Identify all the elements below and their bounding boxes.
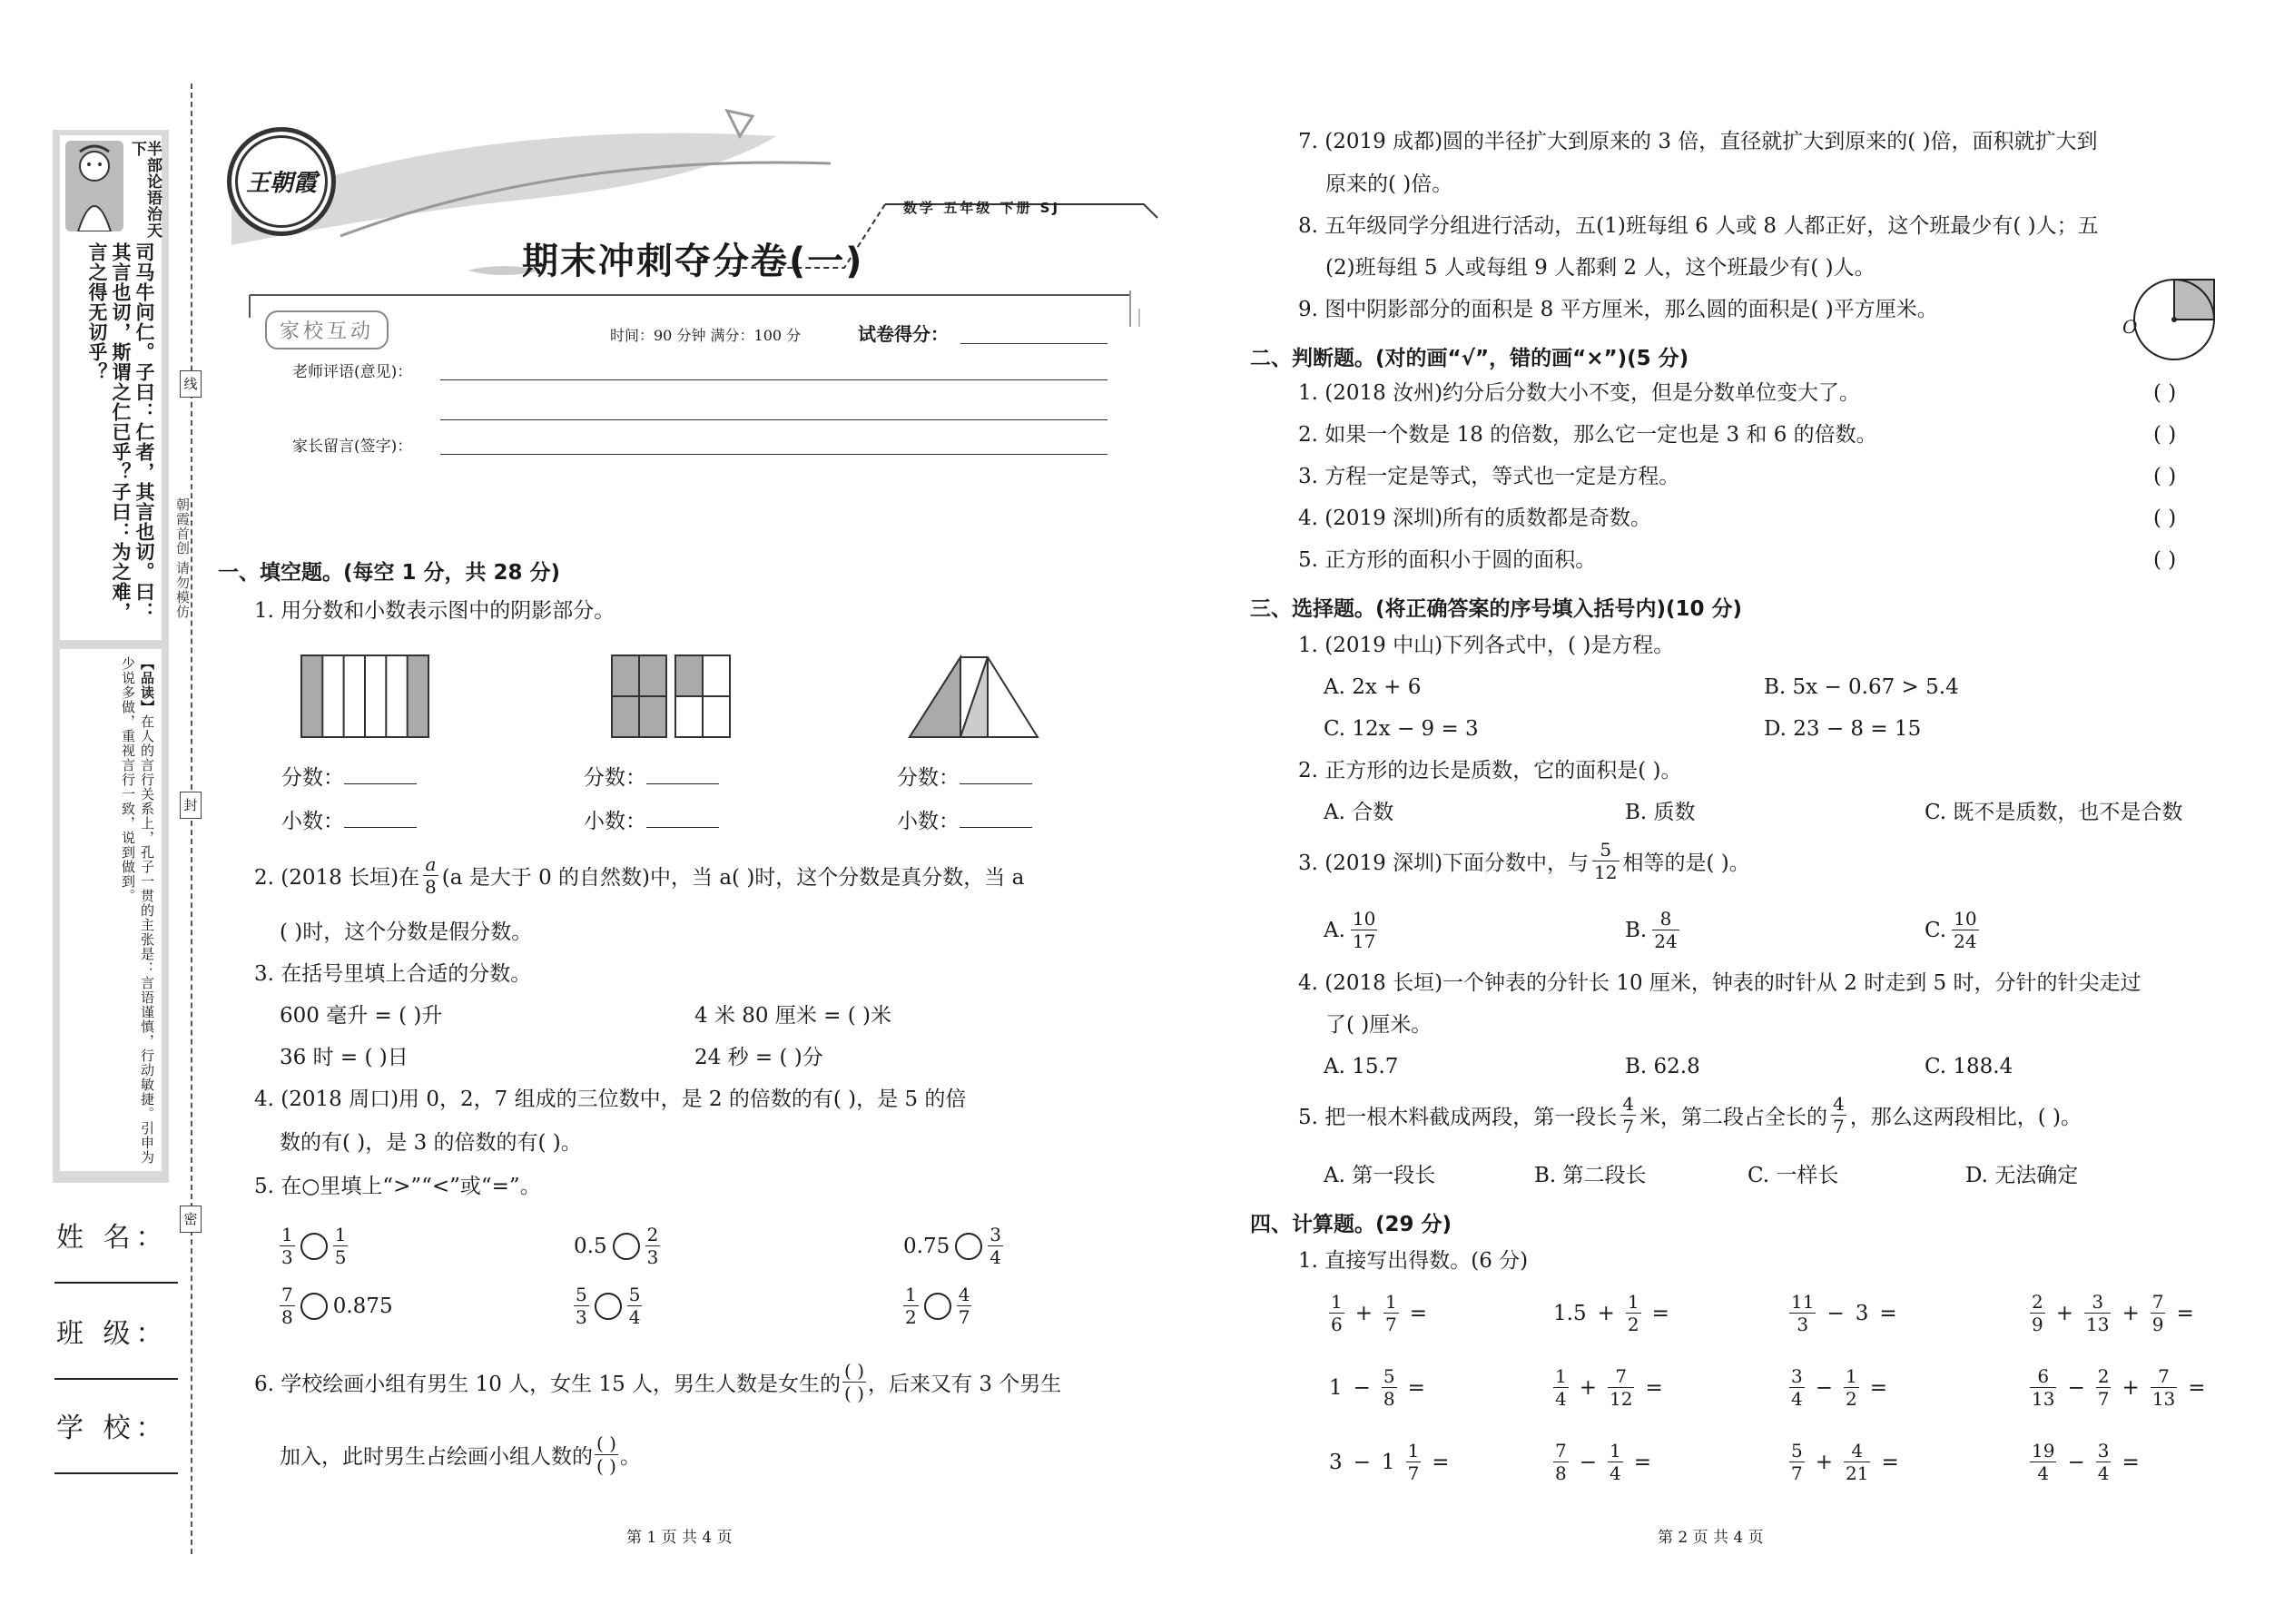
calc-token: + xyxy=(1597,1301,1615,1325)
judge-answer-paren[interactable]: ( ) xyxy=(2153,507,2177,530)
judge-answer-paren[interactable]: ( ) xyxy=(2153,465,2177,488)
cut-mark-mi: 密 xyxy=(180,1206,202,1233)
calc-token: 3 xyxy=(1329,1450,1343,1474)
calc-fraction: $\frac{1}{2}$ xyxy=(1846,1365,1857,1410)
q5-compare-item xyxy=(903,1285,971,1326)
calc-expression xyxy=(1548,1442,1657,1482)
class-label: 班 级： xyxy=(56,1318,169,1350)
q6-line-1: 6. 学校绘画小组有男生 10 人，女生 15 人，男生人数是女生的 $\frac{( )}{( )}$ ，后来又有 3 个男生 xyxy=(254,1360,1062,1404)
sidebar-quote: 司马牛问仁。子曰：仁者，其言也讱。曰：其言也讱，斯谓之仁已乎？子曰：为之难，言之得无讱乎？ xyxy=(86,242,155,622)
section2-title: 二、判断题。(对的画“√”，错的画“×”)(5 分) xyxy=(1250,347,1689,370)
side-note: 朝霞首创 请勿模仿 xyxy=(174,497,191,619)
logo-text: 王朝霞 xyxy=(245,170,317,197)
q5-right-value: $\frac{5}{4}$ xyxy=(628,1284,641,1328)
q6-fraction-blank-2: $\frac{( )}{( )}$ xyxy=(596,1432,616,1477)
q8-line-2: (2)班每组 5 人或每组 9 人都剩 2 人，这个班最少有( )人。 xyxy=(1325,256,1876,280)
compare-circle[interactable] xyxy=(300,1233,328,1260)
s3-q4-line-2: 了( )厘米。 xyxy=(1325,1013,1433,1037)
score-field[interactable] xyxy=(960,343,1108,344)
calc-token: + xyxy=(1354,1301,1373,1325)
time-score: 时间：90 分钟 满分：100 分 xyxy=(610,327,802,344)
q5-compare-item xyxy=(574,1285,642,1326)
q5-compare-item xyxy=(280,1285,393,1326)
name-label: 姓 名： xyxy=(56,1222,169,1254)
calc-expression xyxy=(1784,1367,1893,1408)
calc-fraction: $\frac{7}{13}$ xyxy=(2151,1365,2176,1410)
judge-item: 5. 正方形的面积小于圆的面积。 xyxy=(1298,548,1597,572)
s3-q3-fraction: $\frac{5}{12}$ xyxy=(1594,839,1618,883)
s3-q5-fraction-2: $\frac{4}{7}$ xyxy=(1833,1093,1845,1137)
calc-token: = xyxy=(1645,1375,1663,1400)
q4-line-2: 数的有( )，是 3 的倍数的有( )。 xyxy=(280,1131,582,1155)
section1-title: 一、填空题。(每空 1 分，共 28 分) xyxy=(218,561,561,585)
q1-fraction-1: 分数： xyxy=(281,767,417,789)
q9-text: 9. 图中阴影部分的面积是 8 平方厘米，那么圆的面积是( )平方厘米。 xyxy=(1298,298,1938,321)
calc-token: + xyxy=(1579,1375,1598,1400)
q5-compare-item xyxy=(574,1225,660,1266)
q1-text: 1. 用分数和小数表示图中的阴影部分。 xyxy=(254,599,615,623)
q3-item-2: 4 米 80 厘米 = ( )米 xyxy=(694,1004,891,1028)
judge-item: 3. 方程一定是等式，等式也一定是方程。 xyxy=(1298,465,1680,488)
q5-right-value: $\frac{3}{4}$ xyxy=(989,1224,1001,1268)
q5-left-value: 0.5 xyxy=(574,1234,607,1258)
calc-expression xyxy=(1784,1293,1903,1334)
calc-token: − xyxy=(1353,1450,1371,1474)
sidebar-header-title: 半部论语治天下 xyxy=(128,141,162,239)
calc-token: = xyxy=(2188,1375,2206,1400)
calc-token: − xyxy=(1815,1375,1834,1400)
q5-left-value: $\frac{1}{3}$ xyxy=(281,1224,293,1268)
q1-decimal-2: 小数： xyxy=(584,811,719,832)
calc-fraction: $\frac{2}{9}$ xyxy=(2032,1291,2043,1335)
sidebar-quote-box xyxy=(60,135,162,640)
answer-blank xyxy=(344,767,417,784)
calc-expression xyxy=(2024,1367,2210,1408)
q6-line-2: 加入，此时男生占绘画小组人数的 $\frac{( )}{( )}$ 。 xyxy=(280,1432,641,1477)
calc-token: − xyxy=(1826,1301,1845,1325)
s3-q4-opt-c: C. 188.4 xyxy=(1925,1055,2013,1078)
class-field[interactable] xyxy=(54,1378,178,1380)
calc-token: = xyxy=(1409,1301,1428,1325)
s3-q3-option: C. $\frac{10}{24}$ xyxy=(1925,908,1977,952)
s3-q5-text: 5. 把一根木料截成两段，第一段长 $\frac{4}{7}$ 米，第二段占全长的 $\frac{4}{7}$ ，那么这两段相比，( )。 xyxy=(1298,1093,2082,1137)
cut-line xyxy=(191,84,192,1554)
calc-token: = xyxy=(2176,1301,2194,1325)
calc-expression xyxy=(1784,1442,1905,1482)
s3-q1-opt-b: B. 5x − 0.67 > 5.4 xyxy=(1764,675,1959,699)
calc-token: − xyxy=(1579,1450,1598,1474)
s3-q3-text: 3. (2019 深圳)下面分数中，与 $\frac{5}{12}$ 相等的是( )。 xyxy=(1298,839,1750,883)
calc-fraction: $\frac{1}{4}$ xyxy=(1610,1440,1621,1484)
figure-rect-strips xyxy=(300,654,436,743)
q3-item-1: 600 毫升 = ( )升 xyxy=(280,1004,443,1028)
q2-line-1: 2. (2018 长垣)在 $\frac{a}{8}$ (a 是大于 0 的自然数)中，当 a( )时，这个分数是真分数，当 a xyxy=(254,853,1025,898)
judge-item: 2. 如果一个数是 18 的倍数，那么它一定也是 3 和 6 的倍数。 xyxy=(1298,423,1877,447)
figure-trapezoid xyxy=(906,654,1042,743)
s3-q3-option-fraction: $\frac{8}{24}$ xyxy=(1654,908,1678,952)
s3-q3-option: B. $\frac{8}{24}$ xyxy=(1625,908,1678,952)
judge-answer-paren[interactable]: ( ) xyxy=(2153,548,2177,572)
calc-expression xyxy=(1324,1293,1433,1334)
parent-note-field[interactable] xyxy=(440,454,1108,455)
judge-answer-paren[interactable]: ( ) xyxy=(2153,423,2177,447)
q5-left-value: $\frac{5}{3}$ xyxy=(576,1284,587,1328)
calc-token: 1 xyxy=(1381,1450,1395,1474)
q8-line-1: 8. 五年级同学分组进行活动，五(1)班每组 6 人或 8 人都正好，这个班最少有( )人；五 xyxy=(1298,214,2099,238)
section3-title: 三、选择题。(将正确答案的序号填入括号内)(10 分) xyxy=(1250,597,1743,621)
q1-fraction-2: 分数： xyxy=(584,767,719,789)
q1-decimal-1: 小数： xyxy=(281,811,417,832)
calc-token: = xyxy=(1879,1301,1897,1325)
page-footer-2: 第 2 页 共 4 页 xyxy=(1658,1529,1764,1547)
teacher-comment-field-2[interactable] xyxy=(440,419,1108,420)
calc-fraction: $\frac{7}{12}$ xyxy=(1610,1365,1633,1410)
page-footer-1: 第 1 页 共 4 页 xyxy=(626,1529,733,1547)
s3-q2-text: 2. 正方形的边长是质数，它的面积是( )。 xyxy=(1298,759,1682,782)
calc-token: + xyxy=(2122,1301,2140,1325)
s3-q4-opt-a: A. 15.7 xyxy=(1324,1055,1399,1078)
q7-line-2: 原来的( )倍。 xyxy=(1325,172,1453,196)
answer-blank xyxy=(646,811,719,828)
q1-decimal-3: 小数： xyxy=(897,811,1032,832)
q5-text: 5. 在○里填上“>”“<”或“=”。 xyxy=(254,1175,541,1198)
q5-right-value: $\frac{4}{7}$ xyxy=(958,1284,970,1328)
compare-circle[interactable] xyxy=(924,1293,951,1320)
calc-expression xyxy=(1548,1293,1675,1334)
q3-text: 3. 在括号里填上合适的分数。 xyxy=(254,962,532,986)
q5-left-value: $\frac{7}{8}$ xyxy=(281,1284,293,1328)
s3-q2-opt-a: A. 合数 xyxy=(1324,801,1394,824)
q1-fraction-3: 分数： xyxy=(897,767,1032,789)
s3-q5-opt-b: B. 第二段长 xyxy=(1534,1164,1647,1187)
subject-tag: 数学 五年级 下册 SJ xyxy=(903,200,1061,216)
q5-compare-item xyxy=(280,1225,348,1266)
home-school-badge: 家校互动 xyxy=(265,310,389,349)
s3-q1-opt-c: C. 12x − 9 = 3 xyxy=(1324,717,1479,741)
answer-blank xyxy=(960,811,1032,828)
q4-line-1: 4. (2018 周口)用 0，2，7 组成的三位数中，是 2 的倍数的有( )，是 5 的倍 xyxy=(254,1088,967,1111)
compare-circle[interactable] xyxy=(955,1233,982,1260)
reading-label: 【品读】 xyxy=(139,656,155,714)
calc-fraction: $\frac{5}{8}$ xyxy=(1383,1365,1395,1410)
q5-right-value: $\frac{1}{5}$ xyxy=(334,1224,347,1268)
q5-left-value: $\frac{1}{2}$ xyxy=(905,1284,917,1328)
s4-q1-text: 1. 直接写出得数。(6 分) xyxy=(1298,1249,1529,1273)
calc-fraction: $\frac{5}{7}$ xyxy=(1791,1440,1803,1484)
figure-two-squares xyxy=(610,654,737,743)
calc-fraction: $\frac{11}{3}$ xyxy=(1791,1291,1815,1335)
scholar-illustration xyxy=(65,141,123,231)
calc-token: 1.5 xyxy=(1553,1301,1587,1325)
s3-q1-text: 1. (2019 中山)下列各式中，( )是方程。 xyxy=(1298,634,1675,657)
calc-fraction: $\frac{1}{2}$ xyxy=(1627,1291,1639,1335)
sidebar-reading xyxy=(62,656,156,1165)
calc-fraction: $\frac{7}{9}$ xyxy=(2151,1291,2164,1335)
q5-right-value: 0.875 xyxy=(332,1294,393,1318)
name-field[interactable] xyxy=(54,1282,178,1284)
calc-expression xyxy=(1548,1367,1669,1408)
s3-q5-opt-a: A. 第一段长 xyxy=(1324,1164,1436,1187)
calc-token: − xyxy=(2067,1375,2085,1400)
calc-fraction: $\frac{19}{4}$ xyxy=(2032,1440,2055,1484)
section4-title: 四、计算题。(29 分) xyxy=(1250,1213,1452,1236)
q3-item-3: 36 时 = ( )日 xyxy=(280,1046,409,1069)
judge-answer-paren[interactable]: ( ) xyxy=(2153,381,2177,405)
judge-item: 1. (2018 汝州)约分后分数大小不变，但是分数单位变大了。 xyxy=(1298,381,1861,405)
calc-token: 3 xyxy=(1855,1301,1869,1325)
calc-fraction: $\frac{3}{13}$ xyxy=(2086,1291,2110,1335)
s3-q4-opt-b: B. 62.8 xyxy=(1625,1055,1700,1078)
calc-expression xyxy=(1324,1367,1431,1408)
school-field[interactable] xyxy=(54,1472,178,1474)
compare-circle[interactable] xyxy=(613,1233,640,1260)
s3-q4-line-1: 4. (2018 长垣)一个钟表的分针长 10 厘米，钟表的时针从 2 时走到 5 时，分针的针尖走过 xyxy=(1298,971,2141,995)
q5-compare-item xyxy=(903,1225,1003,1266)
reading-text: 在人的言行关系上，孔子一贯的主张是：言语谨慎，行动敏捷。引申为少说多做，重视言行一致，说到做到。 xyxy=(120,656,155,1165)
calc-fraction: $\frac{1}{4}$ xyxy=(1555,1365,1567,1410)
parent-note-label: 家长留言(签字)： xyxy=(292,438,413,456)
calc-token: + xyxy=(1815,1450,1834,1474)
q2-fraction: $\frac{a}{8}$ xyxy=(425,853,437,898)
s3-q1-opt-d: D. 23 − 8 = 15 xyxy=(1764,717,1922,741)
compare-circle[interactable] xyxy=(595,1293,622,1320)
calc-token: 1 xyxy=(1329,1375,1343,1400)
cut-mark-feng: 封 xyxy=(180,792,202,819)
calc-fraction: $\frac{6}{13}$ xyxy=(2032,1365,2055,1410)
calc-fraction: $\frac{3}{4}$ xyxy=(2097,1440,2110,1484)
q3-item-4: 24 秒 = ( )分 xyxy=(694,1046,823,1069)
answer-blank xyxy=(646,767,719,784)
calc-token: + xyxy=(2055,1301,2074,1325)
answer-blank xyxy=(344,811,417,828)
s3-q3-option-fraction: $\frac{10}{24}$ xyxy=(1954,908,1977,952)
calc-token: = xyxy=(1633,1450,1652,1474)
s3-q5-opt-d: D. 无法确定 xyxy=(1965,1164,2079,1187)
calc-fraction: $\frac{3}{4}$ xyxy=(1791,1365,1803,1410)
school-label: 学 校： xyxy=(56,1412,169,1444)
calc-token: = xyxy=(1869,1375,1888,1400)
calc-token: = xyxy=(1407,1375,1425,1400)
s3-q2-opt-c: C. 既不是质数，也不是合数 xyxy=(1925,801,2183,824)
q7-line-1: 7. (2019 成都)圆的半径扩大到原来的 3 倍，直径就扩大到原来的( )倍，面积就扩大到 xyxy=(1298,130,2098,153)
calc-token: = xyxy=(1432,1450,1450,1474)
calc-token: + xyxy=(2122,1375,2140,1400)
sidebar-panel xyxy=(53,130,169,1183)
q9-circle-figure xyxy=(2120,263,2229,365)
score-label: 试卷得分： xyxy=(858,323,949,345)
q9-center-label: O xyxy=(2122,316,2138,338)
sidebar-reading-box xyxy=(60,649,162,1171)
calc-fraction: $\frac{7}{8}$ xyxy=(1555,1440,1567,1484)
brand-logo xyxy=(227,127,336,236)
s3-q2-opt-b: B. 质数 xyxy=(1625,801,1696,824)
compare-circle[interactable] xyxy=(300,1293,328,1320)
s3-q3-option: A. $\frac{10}{17}$ xyxy=(1324,908,1376,952)
calc-expression xyxy=(2024,1293,2200,1334)
calc-fraction: $\frac{1}{6}$ xyxy=(1331,1291,1343,1335)
answer-blank xyxy=(960,767,1032,784)
calc-expression xyxy=(2024,1442,2145,1482)
calc-fraction: $\frac{2}{7}$ xyxy=(2097,1365,2110,1410)
cut-mark-xian: 线 xyxy=(180,370,202,398)
s3-q1-opt-a: A. 2x + 6 xyxy=(1324,675,1422,699)
calc-token: = xyxy=(1881,1450,1899,1474)
s3-q5-opt-c: C. 一样长 xyxy=(1748,1164,1839,1187)
page-title: 期末冲刺夺分卷(一) xyxy=(522,241,864,282)
calc-fraction: $\frac{4}{21}$ xyxy=(1846,1440,1869,1484)
q6-fraction-blank-1: $\frac{( )}{( )}$ xyxy=(844,1360,865,1404)
calc-token: − xyxy=(1353,1375,1371,1400)
calc-token: − xyxy=(2067,1450,2085,1474)
calc-token: = xyxy=(1651,1301,1669,1325)
calc-token: = xyxy=(2122,1450,2140,1474)
calc-fraction: $\frac{1}{7}$ xyxy=(1385,1291,1397,1335)
q5-right-value: $\frac{2}{3}$ xyxy=(646,1224,659,1268)
calc-expression xyxy=(1324,1442,1455,1482)
s3-q3-option-fraction: $\frac{10}{17}$ xyxy=(1352,908,1376,952)
s3-q5-fraction-1: $\frac{4}{7}$ xyxy=(1622,1093,1634,1137)
q2-line-2: ( )时，这个分数是假分数。 xyxy=(280,920,533,944)
teacher-comment-label: 老师评语(意见)： xyxy=(292,363,413,381)
calc-fraction: $\frac{1}{7}$ xyxy=(1407,1440,1420,1484)
teacher-comment-field[interactable] xyxy=(440,379,1108,380)
judge-item: 4. (2019 深圳)所有的质数都是奇数。 xyxy=(1298,507,1652,530)
q5-left-value: 0.75 xyxy=(903,1234,950,1258)
